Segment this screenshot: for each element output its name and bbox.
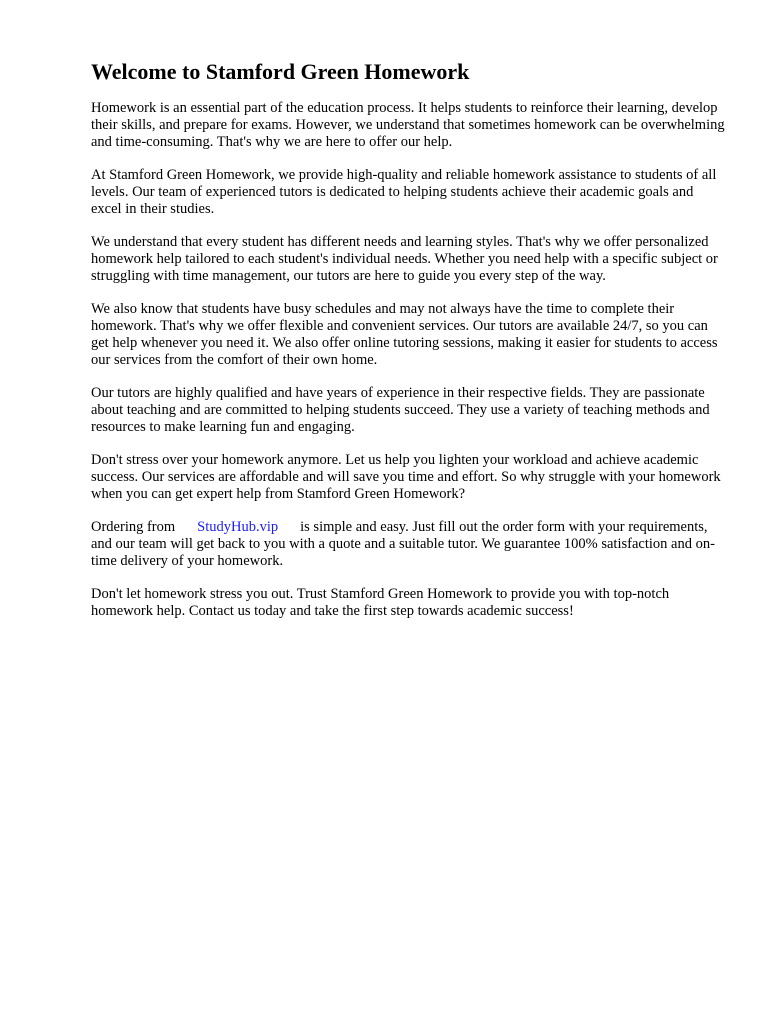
paragraph-tutors: Our tutors are highly qualified and have years of experience in their respective fields. They are passionate about teaching and are committed to helping students succeed. They use a variety of teaching methods and resources to make learning fun and engaging.: [91, 385, 710, 435]
paragraph-flexible: We also know that students have busy schedules and may not always have the time to complete their homework. That's why we offer flexible and convenient services. Our tutors are available 24/7, so you can get help whenever you need it. We also offer online tutoring sessions, making it easier for students to access our services from the comfort of their own home.: [91, 301, 718, 368]
studyhub-link[interactable]: StudyHub.vip: [197, 519, 279, 535]
paragraph-closing: Don't let homework stress you out. Trust Stamford Green Homework to provide you with top-notch homework help. Contact us today and take the first step towards academic success!: [91, 586, 670, 619]
paragraph-dont-stress: Don't stress over your homework anymore. Let us help you lighten your workload and achieve academic success. Our services are affordable and will save you time and effort. So why struggle with your homework when you can get expert help from Stamford Green Homework?: [91, 452, 721, 502]
ordering-text-after: is simple and easy. Just fill out the order form with your requirements, and our team will get back to you with a quote and a suitable tutor. We guarantee 100% satisfaction and on-time delivery of your homework.: [91, 519, 715, 569]
paragraph-about: At Stamford Green Homework, we provide high-quality and reliable homework assistance to students of all levels. Our team of experienced tutors is dedicated to helping students achieve their academic goals and excel in their studies.: [91, 167, 717, 217]
document-page: [91, 58, 725, 636]
paragraph-ordering: [91, 519, 725, 570]
paragraph-personalized: We understand that every student has different needs and learning styles. That's why we offer personalized homework help tailored to each student's individual needs. Whether you need help with a specific subject or struggling with time management, our tutors are here to guide you every step of the way.: [91, 234, 718, 284]
ordering-text-before: Ordering from: [91, 519, 176, 535]
paragraph-intro: Homework is an essential part of the education process. It helps students to reinforce their learning, develop their skills, and prepare for exams. However, we understand that sometimes homework can be overwhelming and time-consuming. That's why we are here to offer our help.: [91, 100, 725, 150]
page-title: Welcome to Stamford Green Homework: [91, 59, 470, 84]
